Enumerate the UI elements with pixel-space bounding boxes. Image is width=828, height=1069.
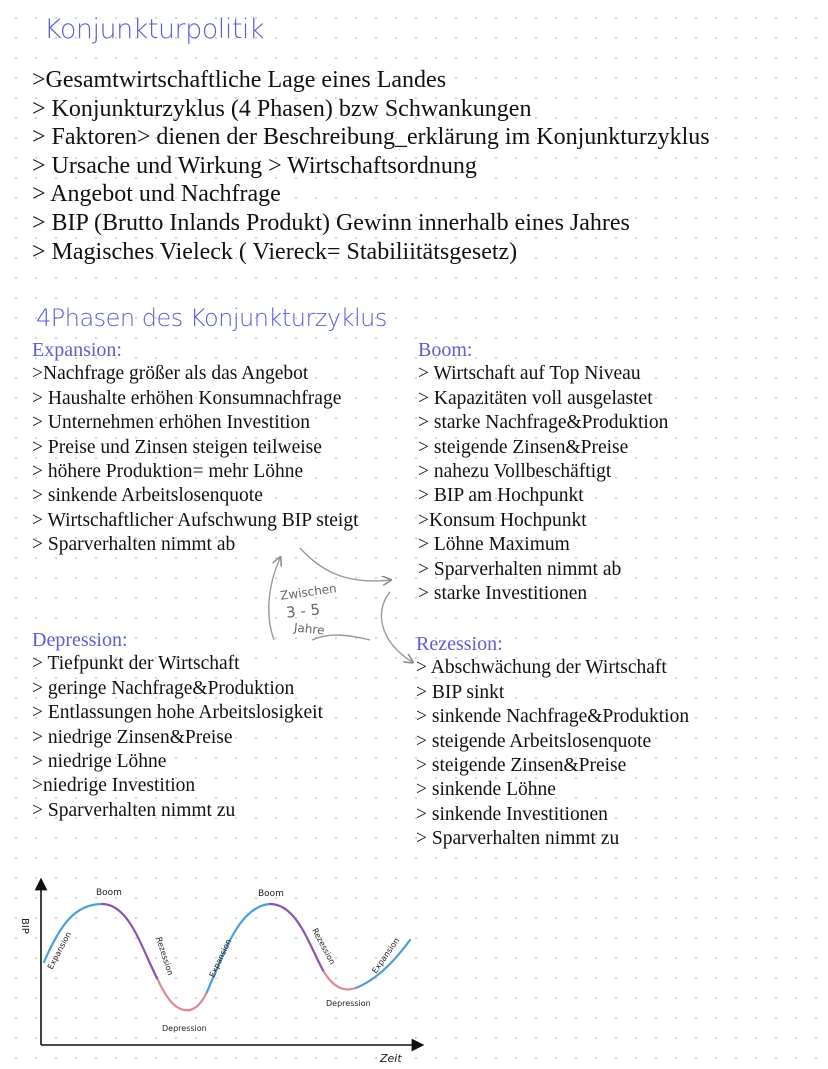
list-item: > Sparverhalten nimmt ab <box>32 534 236 556</box>
intro-item: >Gesamtwirtschaftliche Lage eines Landes <box>32 67 447 93</box>
list-item: >Nachfrage größer als das Angebot <box>32 363 309 385</box>
phase-expansion <box>32 338 359 558</box>
list-item: > Unternehmen erhöhen Investition <box>32 412 310 434</box>
cycle-arrow <box>381 592 412 662</box>
page-title: Konjunkturpolitik <box>44 14 265 45</box>
list-item: > niedrige Löhne <box>32 751 167 773</box>
list-item: >niedrige Investition <box>32 775 196 797</box>
list-item: > BIP am Hochpunkt <box>418 485 584 507</box>
intro-item: > Ursache und Wirkung > Wirtschaftsordnung <box>32 152 477 179</box>
phase-list <box>32 652 323 823</box>
business-cycle-graph <box>0 870 440 1065</box>
phase-list <box>418 362 668 606</box>
intro-item: > Angebot und Nachfrage <box>32 181 281 208</box>
intro-list <box>32 66 710 266</box>
graph-label-rezession: Rezession <box>154 935 175 977</box>
phase-heading: Rezession: <box>416 633 503 655</box>
list-item: > niedrige Zinsen&Preise <box>32 726 233 748</box>
list-item: > Haushalte erhöhen Konsumnachfrage <box>32 387 342 409</box>
list-item: > Wirtschaftlicher Aufschwung BIP steigt <box>32 509 359 531</box>
graph-label-expansion: Expansion <box>45 930 74 971</box>
list-item: > nahezu Vollbeschäftigt <box>418 461 612 483</box>
curve-expansion <box>207 904 270 992</box>
phase-list <box>32 362 359 557</box>
phase-boom <box>418 338 668 606</box>
list-item: > höhere Produktion= mehr Löhne <box>32 461 304 483</box>
phase-depression <box>32 628 323 823</box>
list-item: > Abschwächung der Wirtschaft <box>416 657 667 679</box>
curve-rezession <box>102 904 158 980</box>
cycle-note: 3 - 5 <box>285 600 321 622</box>
y-axis-label: BIP <box>19 918 30 934</box>
graph-label-expansion: Expansion <box>370 936 402 976</box>
cycle-note: Zwischen <box>279 581 338 603</box>
list-item: > sinkende Löhne <box>416 779 556 801</box>
phase-rezession <box>416 632 689 852</box>
intro-item: > Magisches Vieleck ( Viereck= Stabiliitätsgesetz) <box>32 238 518 265</box>
phase-heading: Depression: <box>32 629 128 651</box>
list-item: > Tiefpunkt der Wirtschaft <box>32 653 240 675</box>
list-item: > steigende Zinsen&Preise <box>418 436 629 458</box>
list-item: > Preise und Zinsen steigen teilweise <box>32 436 322 458</box>
list-item: > starke Investitionen <box>418 583 588 605</box>
list-item: > Sparverhalten nimmt ab <box>418 558 622 580</box>
list-item: > Kapazitäten voll ausgelastet <box>418 387 653 409</box>
graph-label-boom: Boom <box>258 889 284 899</box>
list-item: > starke Nachfrage&Produktion <box>418 412 669 434</box>
cycle-note: Jahre <box>293 620 326 638</box>
list-item: > steigende Arbeitslosenquote <box>416 730 652 752</box>
phase-list <box>416 656 689 851</box>
x-axis-label: Zeit <box>380 1052 402 1065</box>
list-item: > sinkende Investitionen <box>416 803 608 825</box>
list-item: > Wirtschaft auf Top Niveau <box>418 363 641 385</box>
phase-heading: Boom: <box>418 339 473 361</box>
list-item: > steigende Zinsen&Preise <box>416 755 627 777</box>
list-item: > BIP sinkt <box>416 681 505 703</box>
intro-item: > Faktoren> dienen der Beschreibung_erklärung im Konjunkturzyklus <box>32 124 710 151</box>
curve-depression <box>324 972 356 989</box>
graph-label-expansion: Expansion <box>207 937 234 979</box>
section-title: 4Phasen des Konjunkturzyklus <box>36 304 387 332</box>
list-item: > Sparverhalten nimmt zu <box>32 799 236 821</box>
graph-label-boom: Boom <box>96 888 122 898</box>
list-item: > sinkende Nachfrage&Produktion <box>416 706 690 728</box>
intro-item: > BIP (Brutto Inlands Produkt) Gewinn innerhalb eines Jahres <box>32 209 630 236</box>
phase-heading: Expansion: <box>32 339 122 361</box>
list-item: > Sparverhalten nimmt zu <box>416 828 620 850</box>
cycle-arrow <box>300 548 390 581</box>
graph-label-rezession: Rezession <box>310 926 337 967</box>
curve-depression <box>158 980 207 1010</box>
list-item: >Konsum Hochpunkt <box>418 509 587 531</box>
list-item: > Entlassungen hohe Arbeitslosigkeit <box>32 702 324 724</box>
list-item: > sinkende Arbeitslosenquote <box>32 485 263 507</box>
list-item: > geringe Nachfrage&Produktion <box>32 677 295 699</box>
graph-label-depression: Depression <box>326 999 371 1008</box>
graph-label-depression: Depression <box>162 1024 207 1033</box>
intro-item: > Konjunkturzyklus (4 Phasen) bzw Schwankungen <box>32 95 532 122</box>
list-item: > Löhne Maximum <box>418 534 570 556</box>
